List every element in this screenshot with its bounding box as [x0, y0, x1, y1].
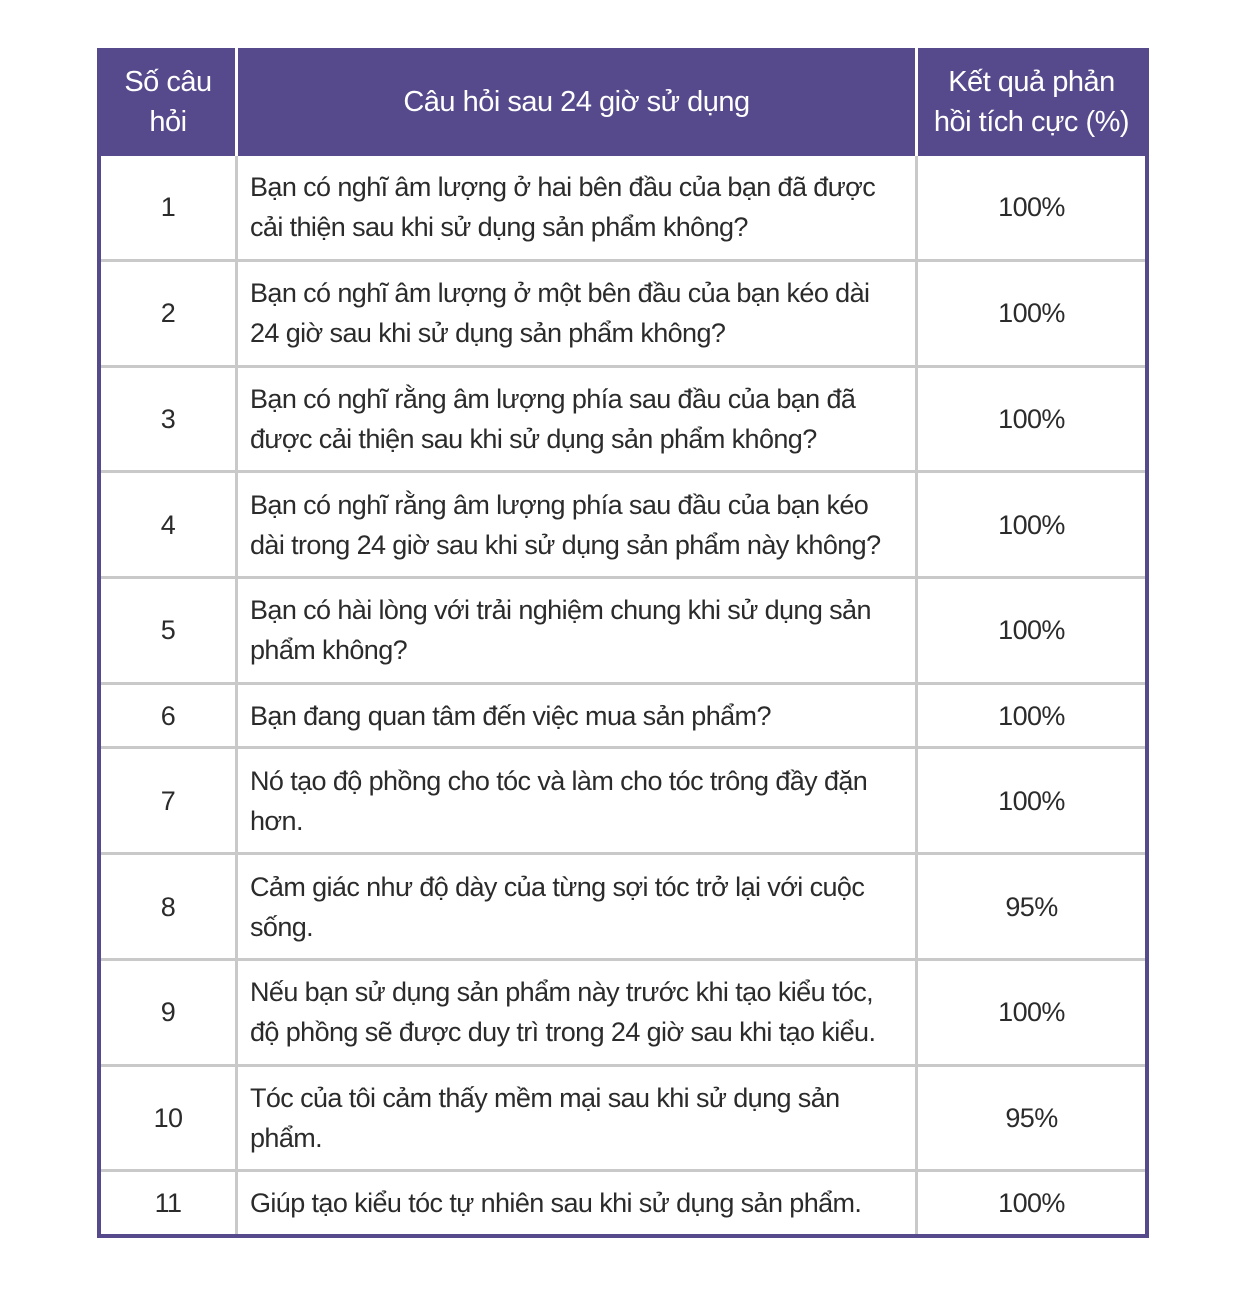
positive-result: 100%: [918, 958, 1145, 1064]
positive-result: 95%: [918, 1064, 1145, 1170]
positive-result: 100%: [918, 746, 1145, 852]
question-number: 9: [101, 958, 238, 1064]
positive-result: 100%: [918, 259, 1145, 365]
survey-results-table: [101, 48, 1145, 1234]
question-number: 11: [101, 1169, 238, 1234]
table-row: [101, 1064, 1145, 1170]
question-number: 3: [101, 365, 238, 471]
question-text: Bạn có nghĩ âm lượng ở một bên đầu của bạn kéo dài 24 giờ sau khi sử dụng sản phẩm không?: [238, 259, 918, 365]
question-text: Bạn có nghĩ rằng âm lượng phía sau đầu của bạn đã được cải thiện sau khi sử dụng sản phẩm không?: [238, 365, 918, 471]
table-row: [101, 958, 1145, 1064]
positive-result: 100%: [918, 365, 1145, 471]
question-text: Bạn có hài lòng với trải nghiệm chung khi sử dụng sản phẩm không?: [238, 576, 918, 682]
question-text: Bạn đang quan tâm đến việc mua sản phẩm?: [238, 682, 918, 746]
table-row: [101, 365, 1145, 471]
table-header: [101, 48, 1145, 156]
question-text: Bạn có nghĩ rằng âm lượng phía sau đầu của bạn kéo dài trong 24 giờ sau khi sử dụng sản phẩm này không?: [238, 470, 918, 576]
positive-result: 95%: [918, 852, 1145, 958]
table-row: [101, 852, 1145, 958]
positive-result: 100%: [918, 156, 1145, 259]
question-number: 4: [101, 470, 238, 576]
question-number: 5: [101, 576, 238, 682]
question-text: Nó tạo độ phồng cho tóc và làm cho tóc trông đầy đặn hơn.: [238, 746, 918, 852]
positive-result: 100%: [918, 470, 1145, 576]
table-body: [101, 156, 1145, 1234]
question-number: 1: [101, 156, 238, 259]
table-row: [101, 259, 1145, 365]
survey-results-table-frame: [97, 48, 1149, 1238]
positive-result: 100%: [918, 576, 1145, 682]
table-row: [101, 470, 1145, 576]
header-question-number: Số câu hỏi: [101, 48, 238, 156]
question-number: 7: [101, 746, 238, 852]
question-number: 2: [101, 259, 238, 365]
table-row: [101, 156, 1145, 259]
positive-result: 100%: [918, 682, 1145, 746]
question-number: 6: [101, 682, 238, 746]
positive-result: 100%: [918, 1169, 1145, 1234]
question-number: 10: [101, 1064, 238, 1170]
table-row: [101, 1169, 1145, 1234]
question-text: Giúp tạo kiểu tóc tự nhiên sau khi sử dụng sản phẩm.: [238, 1169, 918, 1234]
question-text: Tóc của tôi cảm thấy mềm mại sau khi sử dụng sản phẩm.: [238, 1064, 918, 1170]
header-row: [101, 48, 1145, 156]
header-positive-result: Kết quả phản hồi tích cực (%): [918, 48, 1145, 156]
table-row: [101, 746, 1145, 852]
question-number: 8: [101, 852, 238, 958]
question-text: Cảm giác như độ dày của từng sợi tóc trở lại với cuộc sống.: [238, 852, 918, 958]
question-text: Bạn có nghĩ âm lượng ở hai bên đầu của bạn đã được cải thiện sau khi sử dụng sản phẩm không?: [238, 156, 918, 259]
header-question: Câu hỏi sau 24 giờ sử dụng: [238, 48, 918, 156]
question-text: Nếu bạn sử dụng sản phẩm này trước khi tạo kiểu tóc, độ phồng sẽ được duy trì trong 24 giờ sau khi tạo kiểu.: [238, 958, 918, 1064]
table-row: [101, 576, 1145, 682]
table-row: [101, 682, 1145, 746]
